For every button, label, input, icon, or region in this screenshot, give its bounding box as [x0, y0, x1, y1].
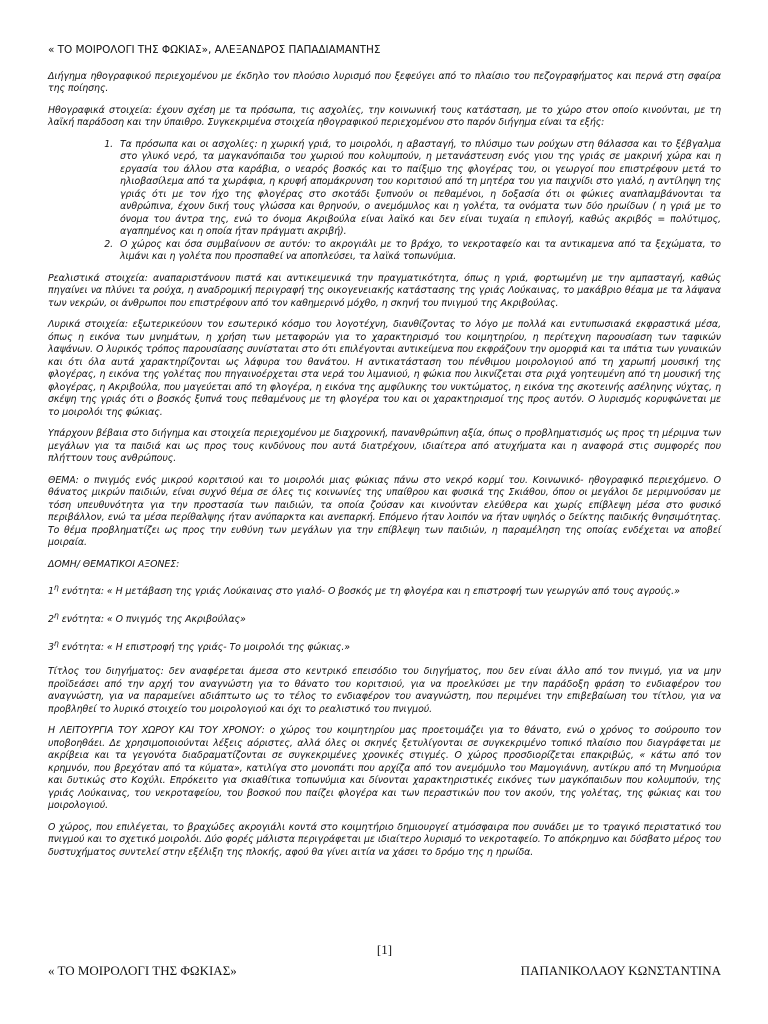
unit-text: ενότητα: « Η επιστροφή της γριάς- Το μοιρολόι της φώκιας.» [58, 641, 350, 653]
title-analysis-paragraph: Τίτλος του διηγήματος: δεν αναφέρεται άμεσα στο κεντρικό επεισόδιο του διηγήματος, που δεν είναι άλλο από τον πνιγμό, για να μην προϊδεάσει από την αρχή τον αναγνώστη για το θάνατο του κοριτσιού, για να προελκύσει με την παράδοξη φράση το ενδιαφέρον του αναγνώστη, για να παραμείνει αδιάπτωτο ως το τέλος το ενδιαφέρον του αναγνώστη, που περιμένει την επιβεβαίωση του τίτλου, για να προβληθεί το λυρικό στοιχείο του μοιρολογιού και όχι το ρεαλιστικό του πνιγμού. [48, 666, 721, 715]
list-item: 1. Τα πρόσωπα και οι ασχολίες: η χωρική γριά, το μοιρολόι, η αβασταγή, το πλύσιμο των ρούχων στη θάλασσα και το ξέβγαλμα στο γλυκό νερό, τα μαγκανόπαιδα του χωριού που κολυμπούν, η μετανάστευση ενός γιου της γριάς σε μακρινή χώρα και η εργασία του άλλου στα καράβια, ο νεαρός βοσκός και το παίξιμο της φλογέρας του, οι γεωργοί που επιστρέφουν μετά το ηλιοβασίλεμα από τα χωράφια, η κρυφή απομάκρυνση του κοριτσιού από τη μητέρα του για παιχνίδι στο γιαλό, η αντίληψη της γριάς ότι με τον ήχο της φλογέρας στο σκοτάδι ξυπνούν οι πεθαμένοι, η δοξασία ότι οι φώκιες αναπλαμβάνονται τα ανθρώπινα, έχουν δική τους γλώσσα και θρηνούν, ο ανεμόμυλος και η γολέτα, τα ονόματα των δύο ηρωίδων ( η γριά με το όνομα του άντρα της, ενώ το όνομα Ακριβούλα είναι λαϊκό και δεν είναι τυχαία η επιλογή, καθώς ακριβός = πολύτιμος, αγαπημένος και η οποία ήταν πράγματι ακριβή). [116, 139, 721, 239]
closing-paragraph: Ο χώρος, που επιλέγεται, το βραχώδες ακρογιάλι κοντά στο κοιμητήριο δημιουργεί ατμόσφαιρα που συνάδει με το τραγικό περιστατικό του πνιγμού και το σχετικό μοιρολόι. Δύο φορές μάλιστα περιγράφεται με ιδιαίτερο λυρισμό το νεκροταφείο. Το απόκρημνο και δύσβατο μέρος του δυστυχήματος συντελεί στην εξέλιξη της πλοκής, αφού θα γίνει αιτία να χάσει το δρόμο της η ηρωίδα. [48, 821, 721, 858]
unit-ordinal: η [53, 638, 59, 648]
page-number: [1] [376, 942, 393, 957]
footer-title: « ΤΟ ΜΟΙΡΟΛΟΓΙ ΤΗΣ ΦΩΚΙΑΣ» [48, 963, 237, 978]
page-footer [48, 942, 721, 982]
unit-number: 2 [48, 614, 54, 626]
unit-item [48, 611, 721, 627]
footer-author: ΠΑΠΑΝΙΚΟΛΑΟΥ ΚΩΝΣΤΑΝΤΙΝΑ [520, 963, 721, 978]
ethography-list [48, 139, 721, 264]
theme-paragraph: ΘΕΜΑ: ο πνιγμός ενός μικρού κοριτσιού και το μοιρολόι μιας φώκιας πάνω στο νεκρό κορμί του. Κοινωνικό- ηθογραφικό περιεχόμενο. Ο θάνατος μικρών παιδιών, είναι συχνό θέμα σε όλες τις κοινωνίες της υπαίθρου και φυσικά της Σκιάθου, όπου οι μεγάλοι δε μεριμνούσαν με τόση υπευθυνότητα για την προστασία των παιδιών, τα οποία ζούσαν και κινούνταν ελεύθερα και χωρίς επίβλεψη μέσα στο φυσικό περιβάλλον, ενώ τα μέσα περίθαλψης ήταν ανύπαρκτα και ανεπαρκή. Επόμενο ήταν λοιπόν να ήταν υψηλός ο δείκτης παιδικής θνησιμότητας. Το θέμα προβληματίζει ως προς την ευθύνη των μεγάλων για την επίβλεψη των παιδιών, η παραμέληση της οποίας ενδέχεται να αποβεί μοιραία. [48, 474, 721, 549]
document-body [48, 44, 721, 868]
list-item: 2. Ο χώρος και όσα συμβαίνουν σε αυτόν: το ακρογιάλι με το βράχο, το νεκροταφείο και τα αντικαμενα από τα ξεχώματα, το λιμάνι και η γολέτα που προσπαθεί να αποπλεύσει, τα λαϊκά τοπωνύμια. [116, 239, 721, 264]
unit-number: 1 [48, 586, 54, 598]
unit-ordinal: η [53, 583, 59, 593]
timeless-paragraph: Υπάρχουν βέβαια στο διήγημα και στοιχεία περιεχομένου με διαχρονική, πανανθρώπινη αξία, όπως ο προβληματισμός ως προς τη μέριμνα των μεγάλων για τα παιδιά και ως προς τους κινδύνους που αυτά διατρέχουν, ιδιαίτερα από ατυχήματα και η αναφορά στις συμφορές που πλήττουν τους ανθρώπους. [48, 428, 721, 465]
unit-number: 3 [48, 641, 54, 653]
space-time-paragraph: Η ΛΕΙΤΟΥΡΓΙΑ ΤΟΥ ΧΩΡΟΥ ΚΑΙ ΤΟΥ ΧΡΟΝΟΥ: ο χώρος του κοιμητηρίου μας προετοιμάζει για το θάνατο, ενώ ο χρόνος το σούρουπο τον υποβοηθάει. Δε χρησιμοποιούνται λέξεις αόριστες, αλλά όλες οι σκηνές ξετυλίγονται σε συγκεκριμένο τοπικό πλαίσιο που διαγράφεται με ακρίβεια και τα γεγονότα διαδραματίζονται σε συγκεκριμένες χρονικές στιγμές. Ο χώρος προσδιορίζεται επακριβώς, « κάτω από τον κρημνόν, που βρεχόταν από τα κύματα», κατιλίγα στο μονοπάτι που αρχίζα από τον ανεμόμυλο του Μαμογιάννη, αντίκρυ από τη Μνημούρια και δυτικώς στο Κοχύλι. Επρόκειτο για σκιαθίτικα τοπωνύμια και δίνονται χαρακτηριστικές εικόνες των μαγκόπαιδων που κολυμπούν, της γριάς Λούκαινας, του νεκροταφείου, του βοσκού που παίζει φλογέρα και των περαστικών που τον ακούν, της γολέτας, της φώκιας και του μοιρολογιού. [48, 725, 721, 812]
realism-paragraph: Ρεαλιστικά στοιχεία: αναπαριστάνουν πιστά και αντικειμενικά την πραγματικότητα, όπως η γριά, φορτωμένη με την αμπασταγή, καθώς πηγαίνει να πλύνει τα ρούχα, η αναδρομική περιγραφή της οικογενειακής κατάστασης της γριάς Λούκαινας, το μακάβριο θέαμα με τα λάψανα των νεκρών, οι άνθρωποι που επιστρέφουν από τον καθημερινό μόχθο, η σκηνή του πνιγμού της Ακριβούλας. [48, 272, 721, 309]
unit-item [48, 639, 721, 655]
lyricism-paragraph: Λυρικά στοιχεία: εξωτερικεύουν τον εσωτερικό κόσμο του λογοτέχνη, διανθίζοντας το λόγο με πολλά και εντυπωσιακά εκφραστικά μέσα, όπως η εικόνα των μνημάτων, η χρήση των μεταφορών για το χαρακτηρισμό του κοιμητηρίου, η περίτεχνη παρουσίαση των ταφικών λαψάνων. Ο λυρικός τρόπος παρουσίασης συνίσταται στο ότι επιλέγονται αντικείμενα που εκφράζουν την ομορφιά και τα ιπάτια των γυναικών και ότι όλα αυτά χαρακτηρίζονται ως λάφυρα του θανάτου. Η αντικατάσταση του πένθιμου μοιρολογιού από τη χαρωπή μουσική της φλογέρας, η εικόνα της γολέτας που πηγαινοέρχεται στα νερά του λιμανιού, η φώκια που λικνίζεται στα ριχά γοητευμένη από τη μουσική της φλογέρας, η Ακριβούλα, που μαγεύεται από τη φλογέρα, η εικόνα της αμφίλυκης του νυκτώματος, η εικόνα της σκοτεινής ασέληνης νύχτας, η σκέψη της γριάς ότι ο βοσκός ξυπνά τους πεθαμένους με τη φλογέρα του και οι χαρακτηρισμοί της προς αυτόν. Ο λυρισμός κορυφώνεται με το μοιρολόι της φώκιας. [48, 319, 721, 418]
structure-heading: ΔΟΜΗ/ ΘΕΜΑΤΙΚΟΙ ΑΞΟΝΕΣ: [48, 558, 180, 570]
unit-item [48, 583, 721, 599]
unit-text: ενότητα: « Η μετάβαση της γριάς Λούκαινας στο γιαλό- Ο βοσκός με τη φλογέρα και η επιστροφή των γεωργών από τους αγρούς.» [58, 586, 680, 598]
unit-text: ενότητα: « Ο πνιγμός της Ακριβούλας» [58, 614, 246, 626]
unit-ordinal: η [53, 611, 59, 621]
ethography-paragraph: Ηθογραφικά στοιχεία: έχουν σχέση με τα πρόσωπα, τις ασχολίες, την κοινωνική τους κατάσταση, με το χώρο στον οποίο κινούνται, με τη λαϊκή παράδοση και την ύπαιθρο. Συγκεκριμένα στοιχεία ηθογραφικού περιεχομένου στο παρόν διήγημα είναι τα εξής: [48, 104, 721, 129]
document-title: « ΤΟ ΜΟΙΡΟΛΟΓΙ ΤΗΣ ΦΩΚΙΑΣ», ΑΛΕΞΑΝΔΡΟΣ ΠΑΠΑΔΙΑΜΑΝΤΗΣ [48, 44, 381, 56]
intro-paragraph: Διήγημα ηθογραφικού περιεχομένου με έκδηλο τον πλούσιο λυρισμό που ξεφεύγει από το πλαίσιο του πεζογραφήματος και περνά στη σφαίρα της ποίησης. [48, 70, 721, 95]
